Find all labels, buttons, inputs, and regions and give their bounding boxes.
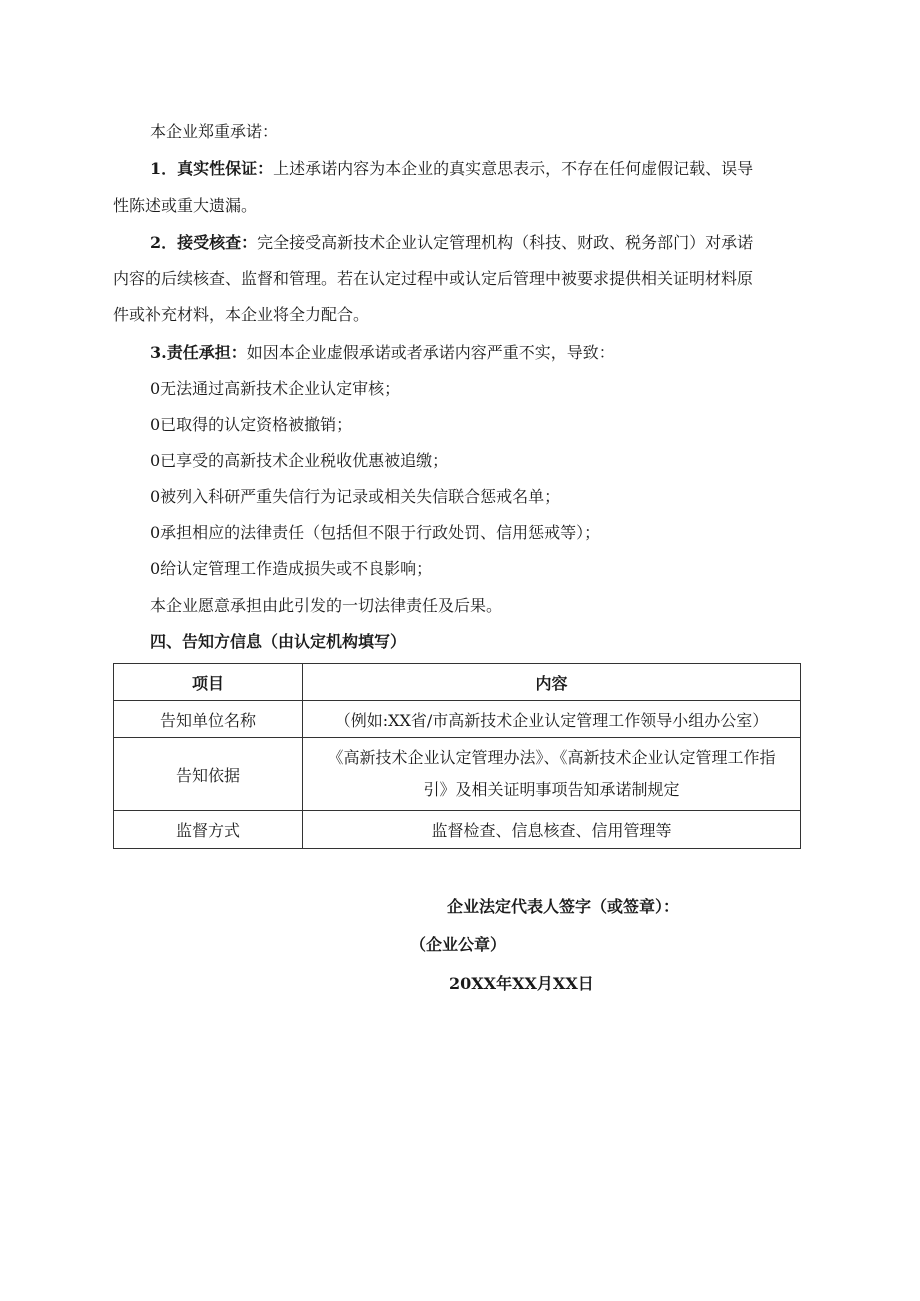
item-1-line-2: 性陈述或重大遗漏。 [113,196,258,215]
item-1-text: 上述承诺内容为本企业的真实意思表示，不存在任何虚假记载、误导 [273,159,754,178]
table-cell-content: 监督检查、信息核查、信用管理等 [303,811,801,849]
date-line: 20XX年XX月XX日 [449,974,594,993]
item-3-text: 如因本企业虚假承诺或者承诺内容严重不实，导致： [246,343,615,362]
table-header-item: 项目 [114,664,303,701]
legal-representative-signature-label: 企业法定代表人签字（或签章）： [447,897,680,916]
intro-text: 本企业郑重承诺： [150,122,279,141]
table-cell-content [303,738,801,811]
consequence-item: 0已取得的认定资格被撤销； [150,415,353,434]
item-2-number: 2． [150,233,178,252]
item-2-line-1 [150,233,753,253]
consequence-item: 0承担相应的法律责任（包括但不限于行政处罚、信用惩戒等）； [150,523,601,542]
item-2-title: 接受核查： [177,233,258,252]
table-header-content: 内容 [303,664,801,701]
table-row [114,738,801,811]
item-3-line-1 [150,343,615,363]
consequence-item: 0给认定管理工作造成损失或不良影响； [150,559,433,578]
section-title: 四、告知方信息（由认定机构填写） [150,632,407,651]
table-cell-item: 告知单位名称 [114,701,303,738]
table-cell-content-line: 《高新技术企业认定管理办法》、《高新技术企业认定管理工作指 [327,748,776,767]
table-cell-content: （例如:XX省/市高新技术企业认定管理工作领导小组办公室） [303,701,801,738]
table-header-row [114,664,801,701]
item-3-number: 3. [150,343,167,362]
notifier-info-table [113,663,801,849]
company-seal-label: （企业公章） [410,935,507,954]
item-1-number: 1． [150,159,178,178]
consequence-item: 0无法通过高新技术企业认定审核； [150,379,401,398]
consequence-item: 0被列入科研严重失信行为记录或相关失信联合惩戒名单； [150,487,561,506]
item-1-title: 真实性保证： [177,159,274,178]
table-cell-item: 监督方式 [114,811,303,849]
consequence-item: 0已享受的高新技术企业税收优惠被追缴； [150,451,449,470]
table-cell-item: 告知依据 [114,738,303,811]
item-1-line-1 [150,159,753,179]
item-2-text: 完全接受高新技术企业认定管理机构（科技、财政、税务部门）对承诺 [257,233,754,252]
table-row [114,811,801,849]
table-row [114,701,801,738]
item-2-line-2: 内容的后续核查、监督和管理。若在认定过程中或认定后管理中被要求提供相关证明材料原 [113,269,754,288]
closing-text: 本企业愿意承担由此引发的一切法律责任及后果。 [150,596,503,615]
item-3-title: 责任承担： [166,343,247,362]
table-cell-content-line: 引》及相关证明事项告知承诺制规定 [423,780,680,799]
item-2-line-3: 件或补充材料，本企业将全力配合。 [113,305,370,324]
